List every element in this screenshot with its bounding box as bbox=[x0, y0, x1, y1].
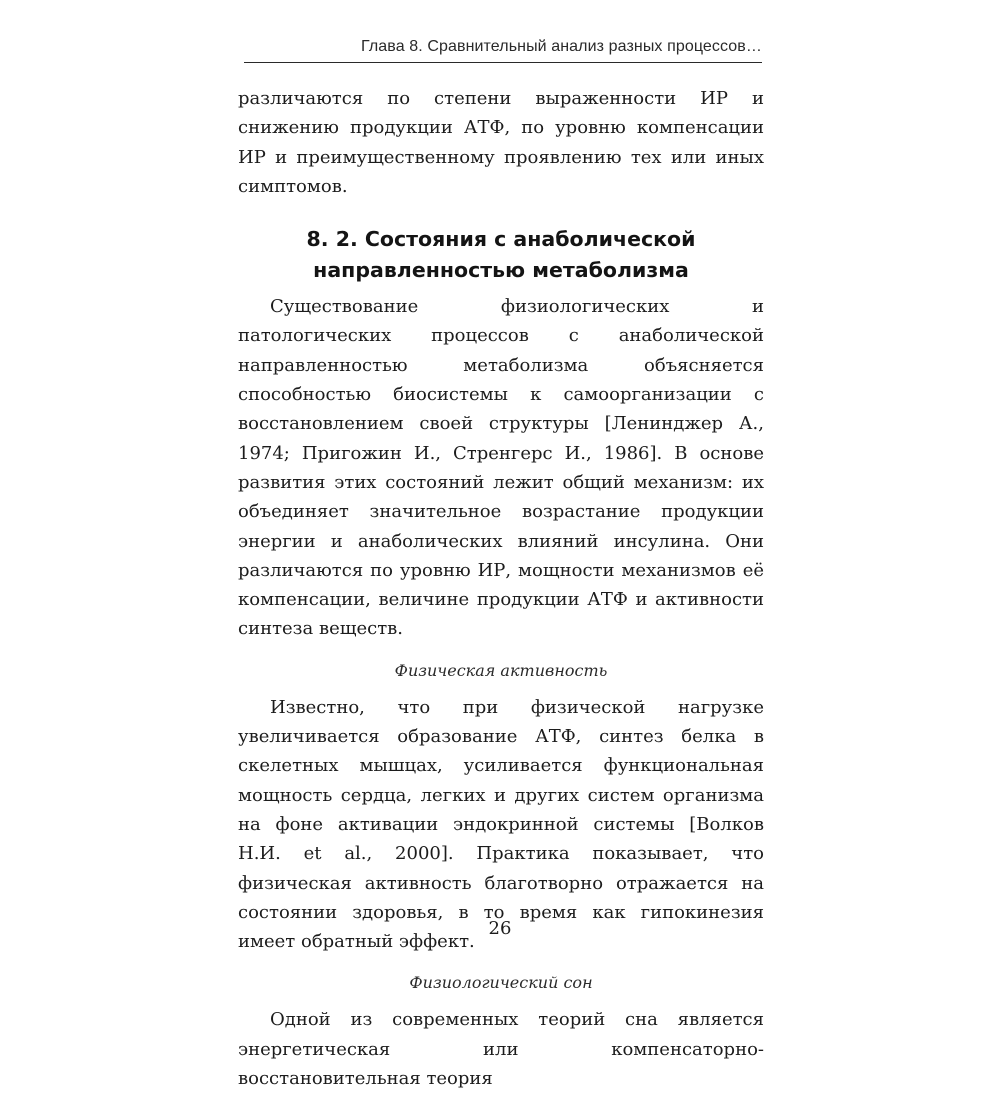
paragraph-anabolic-states: Существование физиологических и патологических процессов с анаболической направленностью метаболизма объясняется способностью биосистемы к самоорганизации с восстановлением своей структуры [Ленинджер А., 1974; Пригожин И., Стренгерс И., 1986]. В основе развития этих состояний лежит общий механизм: их объединяет значительное возрастание продукции энергии и анаболических влияний инсулина. Они различаются по уровню ИР, мощности механизмов её компенсации, величине продукции АТФ и активности синтеза веществ. bbox=[238, 296, 764, 640]
page-number: 26 bbox=[488, 918, 512, 939]
section-title bbox=[238, 224, 764, 286]
paragraph-sleep: Одной из современных теорий сна является энергетическая или компенсаторно-восстановительная теория bbox=[238, 1009, 764, 1090]
section-title-line-1: 8. 2. Состояния с анаболической bbox=[306, 227, 696, 252]
page-body bbox=[238, 84, 764, 1093]
running-head: Глава 8. Сравнительный анализ разных процессов… bbox=[360, 38, 762, 55]
paragraph-physical-activity: Известно, что при физической нагрузке увеличивается образование АТФ, синтез белка в скелетных мышцах, усиливается функциональная мощность сердца, легких и других систем организма на фоне активации эндокринной системы [Волков Н.И. et al., 2000]. Практика показывает, что физическая активность благотворно отражается на состоянии здоровья, в то время как гипокинезия имеет обратный эффект. bbox=[238, 696, 764, 953]
header-rule bbox=[244, 62, 762, 63]
section-title-line-2: направленностью метаболизма bbox=[313, 258, 689, 283]
subheading-physiological-sleep: Физиологический сон bbox=[409, 973, 593, 993]
subheading-physical-activity: Физическая активность bbox=[394, 660, 608, 680]
paragraph-continued: различаются по степени выраженности ИР и снижению продукции АТФ, по уровню компенсации ИР и преимущественному проявлению тех или иных симптомов. bbox=[238, 88, 764, 197]
